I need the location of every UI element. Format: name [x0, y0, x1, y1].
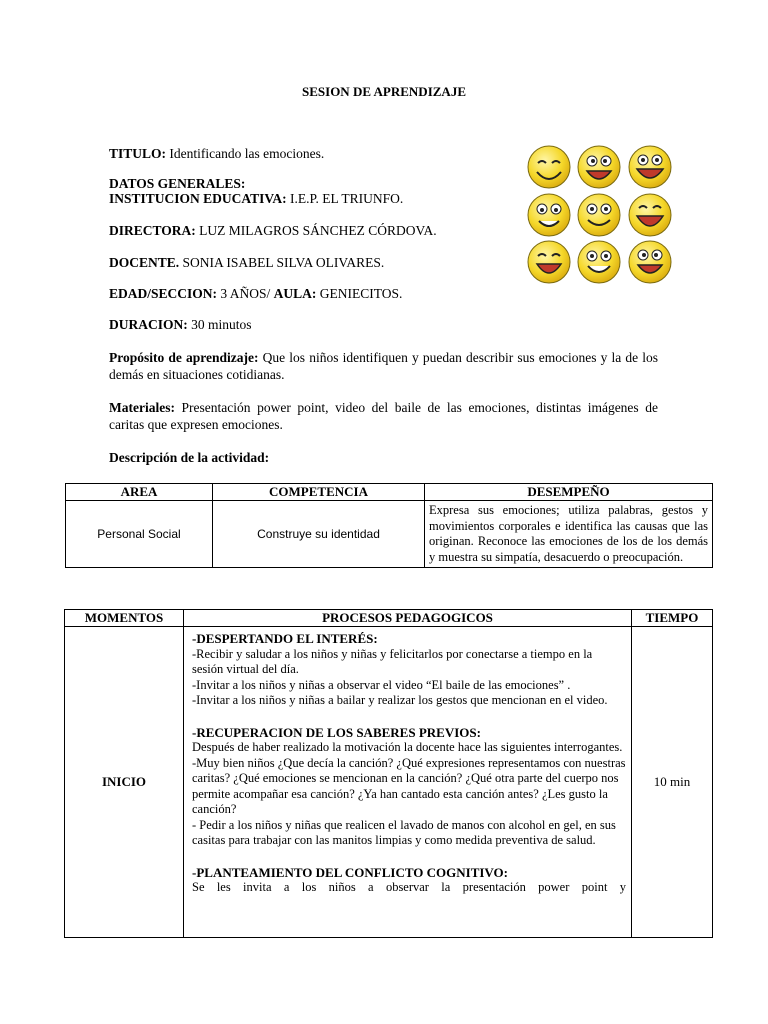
emotion-faces-image — [524, 145, 676, 285]
aula-value: GENIECITOS. — [319, 286, 403, 301]
saberes-line-2: - Pedir a los niños y niñas que realicen el lavado de manos con alcohol en gel, en sus casitas para trabajar con las manitos limpias y como medida preventiva de salud. — [192, 817, 616, 847]
docente-label: DOCENTE. — [109, 255, 180, 270]
materiales-label: Materiales: — [109, 400, 175, 415]
joyful-face-icon — [629, 241, 671, 283]
interes-line-2: -Invitar a los niños y niñas a observar el video “El baile de las emociones” . — [192, 677, 571, 692]
procesos-table — [64, 609, 713, 938]
header-procesos: PROCESOS PEDAGOGICOS — [184, 610, 632, 627]
descripcion-heading — [109, 450, 269, 466]
titulo-value: Identificando las emociones. — [169, 146, 325, 161]
directora-label: DIRECTORA: — [109, 223, 196, 238]
edad-value: 3 AÑOS/ — [220, 286, 271, 301]
duracion-label: DURACION: — [109, 317, 188, 332]
titulo-label: TITULO: — [109, 146, 167, 161]
materiales-value: Presentación power point, video del baile de las emociones, distintas imágenes de caritas que expresen emociones. — [109, 400, 658, 432]
edad-label: EDAD/SECCION: — [109, 286, 218, 301]
procesos-content — [192, 631, 626, 937]
aula-label: AULA: — [273, 286, 317, 301]
header-momentos: MOMENTOS — [65, 610, 184, 627]
proposito-value: Que los niños identifiquen y puedan describir sus emociones y la de los demás en situaciones cotidianas. — [109, 350, 658, 382]
directora-line — [109, 223, 437, 239]
duracion-value: 30 minutos — [191, 317, 252, 332]
page-title: SESION DE APRENDIZAJE — [302, 84, 466, 99]
table-row — [65, 627, 713, 938]
section-heading-interes: -DESPERTANDO EL INTERÉS: — [192, 631, 378, 646]
datos-generales-heading — [109, 176, 245, 192]
header-area: AREA — [66, 484, 213, 501]
laughing-face-icon — [578, 146, 620, 188]
cell-desempeno: Expresa sus emociones; utiliza palabras, gestos y movimientos corporales e identifica las causas que las originan. Reconoce las emociones de los de los demás y muestra su simpatía, desacuerdo o preocupación. — [425, 501, 713, 568]
competencias-table — [65, 483, 713, 568]
titulo-line — [109, 146, 324, 162]
grinning-face-icon — [629, 146, 671, 188]
edad-line — [109, 286, 402, 302]
saberes-line-1: Después de haber realizado la motivación la docente hace las siguientes interrogantes. -Muy bien niños ¿Que decía la canción? ¿Qué expresiones representamos con nuestras caritas? ¿Qué emociones se mencionan en la canción? ¿Qué otra parte del cuerpo nos permite acompañar esa canción? ¿Ya han cantado esta canción antes? ¿Les gusto la canción? — [192, 740, 626, 816]
institucion-label: INSTITUCION EDUCATIVA: — [109, 191, 287, 206]
section-heading-saberes: -RECUPERACION DE LOS SABERES PREVIOS: — [192, 724, 481, 740]
cell-tiempo: 10 min — [632, 627, 713, 938]
interes-line-3: -Invitar a los niños y niñas a bailar y realizar los gestos que mencionan en el video. — [192, 693, 608, 707]
proposito-paragraph — [109, 349, 658, 383]
conflicto-line-1: Se les invita a los niños a observar la presentación power point y — [192, 880, 626, 894]
cell-procesos — [184, 627, 632, 938]
happy-face-icon — [578, 194, 620, 236]
cell-momento: INICIO — [65, 627, 184, 938]
table-row — [66, 501, 713, 568]
section-heading-conflicto: -PLANTEAMIENTO DEL CONFLICTO COGNITIVO: — [192, 864, 508, 880]
descripcion-label: Descripción de la actividad: — [109, 450, 270, 465]
institucion-value: I.E.P. EL TRIUNFO. — [290, 191, 404, 206]
winking-face-icon — [528, 241, 570, 283]
header-desempeno: DESEMPEÑO — [425, 484, 713, 501]
materiales-paragraph — [109, 399, 658, 433]
duracion-line — [109, 317, 252, 333]
big-laugh-face-icon — [629, 194, 671, 236]
smiling-face-icon — [528, 146, 570, 188]
proposito-label: Propósito de aprendizaje: — [109, 350, 259, 365]
cell-competencia: Construye su identidad — [213, 501, 425, 568]
header-competencia: COMPETENCIA — [213, 484, 425, 501]
silly-face-icon — [528, 194, 570, 236]
emoji-grid — [524, 145, 676, 285]
docente-line — [109, 255, 384, 271]
interes-line-1: -Recibir y saludar a los niños y niñas y felicitarlos por conectarse a tiempo en la sesión virtual del día. — [192, 646, 593, 676]
cell-area: Personal Social — [66, 501, 213, 568]
institucion-line — [109, 191, 403, 207]
directora-value: LUZ MILAGROS SÁNCHEZ CÓRDOVA. — [199, 223, 437, 238]
docente-value: SONIA ISABEL SILVA OLIVARES. — [182, 255, 385, 270]
cheerful-face-icon — [578, 241, 620, 283]
header-tiempo: TIEMPO — [632, 610, 713, 627]
datos-label: DATOS GENERALES: — [109, 176, 246, 191]
